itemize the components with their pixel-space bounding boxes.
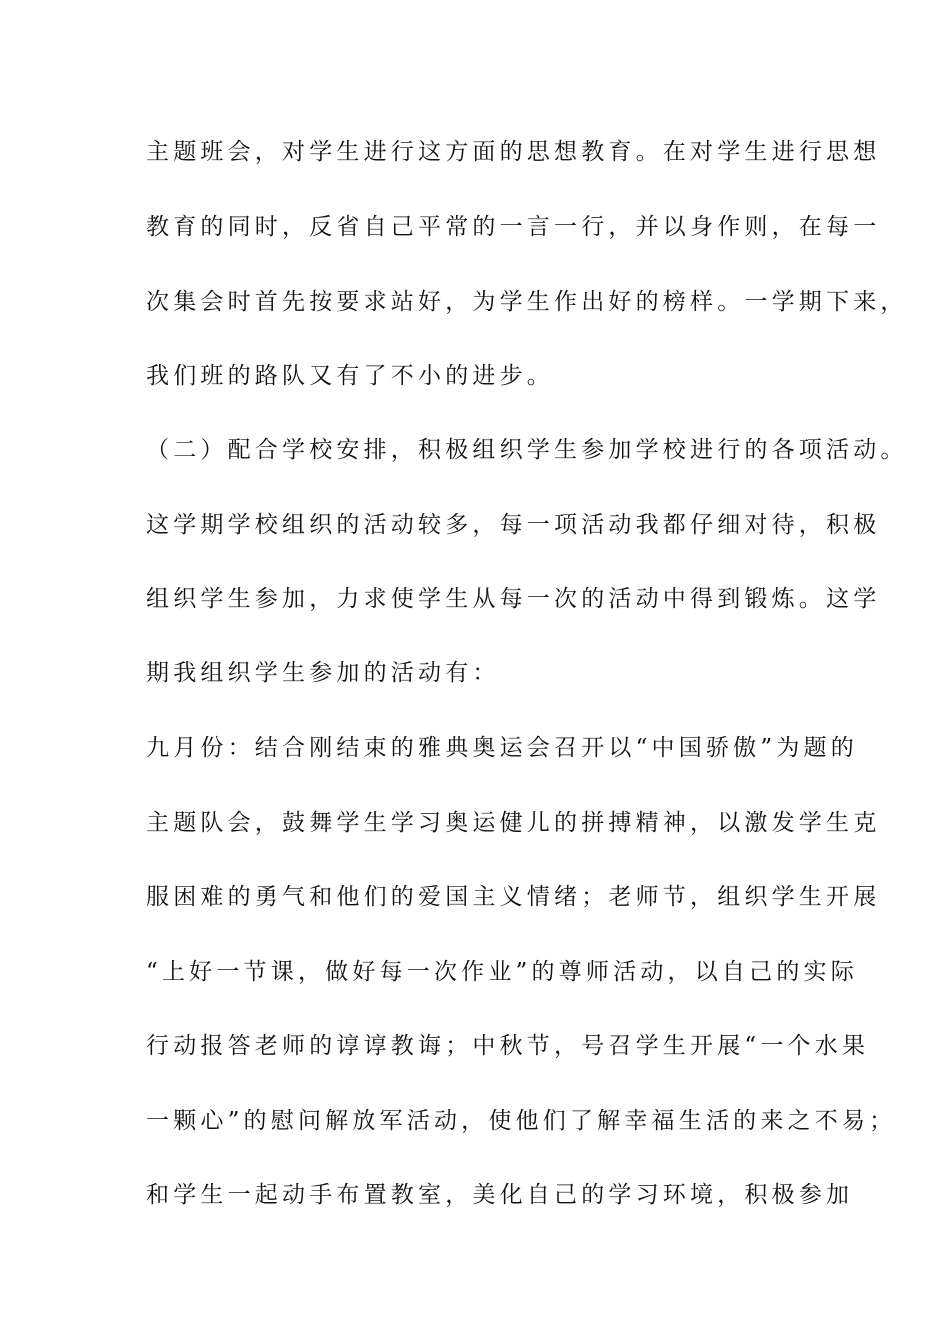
text-line: 一颗心”的慰问解放军活动，使他们了解幸福生活的来之不易； bbox=[146, 1108, 897, 1134]
text-line: 九月份：结合刚结束的雅典奥运会召开以“中国骄傲”为题的 bbox=[146, 735, 858, 761]
text-line: 行动报答老师的谆谆教诲；中秋节，号召学生开展“一个水果 bbox=[146, 1033, 870, 1059]
text-line: 服困难的勇气和他们的爱国主义情绪；老师节，组织学生开展 bbox=[146, 884, 881, 910]
text-line: 次集会时首先按要求站好，为学生作出好的榜样。一学期下来， bbox=[146, 289, 908, 315]
text-line: 我们班的路队又有了不小的进步。 bbox=[146, 363, 554, 389]
text-line: 主题班会，对学生进行这方面的思想教育。在对学生进行思想 bbox=[146, 139, 881, 165]
section-heading: （二）配合学校安排，积极组织学生参加学校进行的各项活动。 bbox=[146, 437, 908, 463]
text-line: 期我组织学生参加的活动有： bbox=[146, 660, 500, 686]
text-line: 教育的同时，反省自己平常的一言一行，并以身作则，在每一 bbox=[146, 214, 881, 240]
text-line: 组织学生参加，力求使学生从每一次的活动中得到锻炼。这学 bbox=[146, 586, 881, 612]
text-line: 和学生一起动手布置教室，美化自己的学习环境，积极参加 bbox=[146, 1182, 854, 1208]
text-line: 主题队会，鼓舞学生学习奥运健儿的拼搏精神，以激发学生克 bbox=[146, 810, 881, 836]
text-line: 这学期学校组织的活动较多，每一项活动我都仔细对待，积极 bbox=[146, 512, 881, 538]
text-line: “上好一节课，做好每一次作业”的尊师活动，以自己的实际 bbox=[146, 959, 858, 985]
